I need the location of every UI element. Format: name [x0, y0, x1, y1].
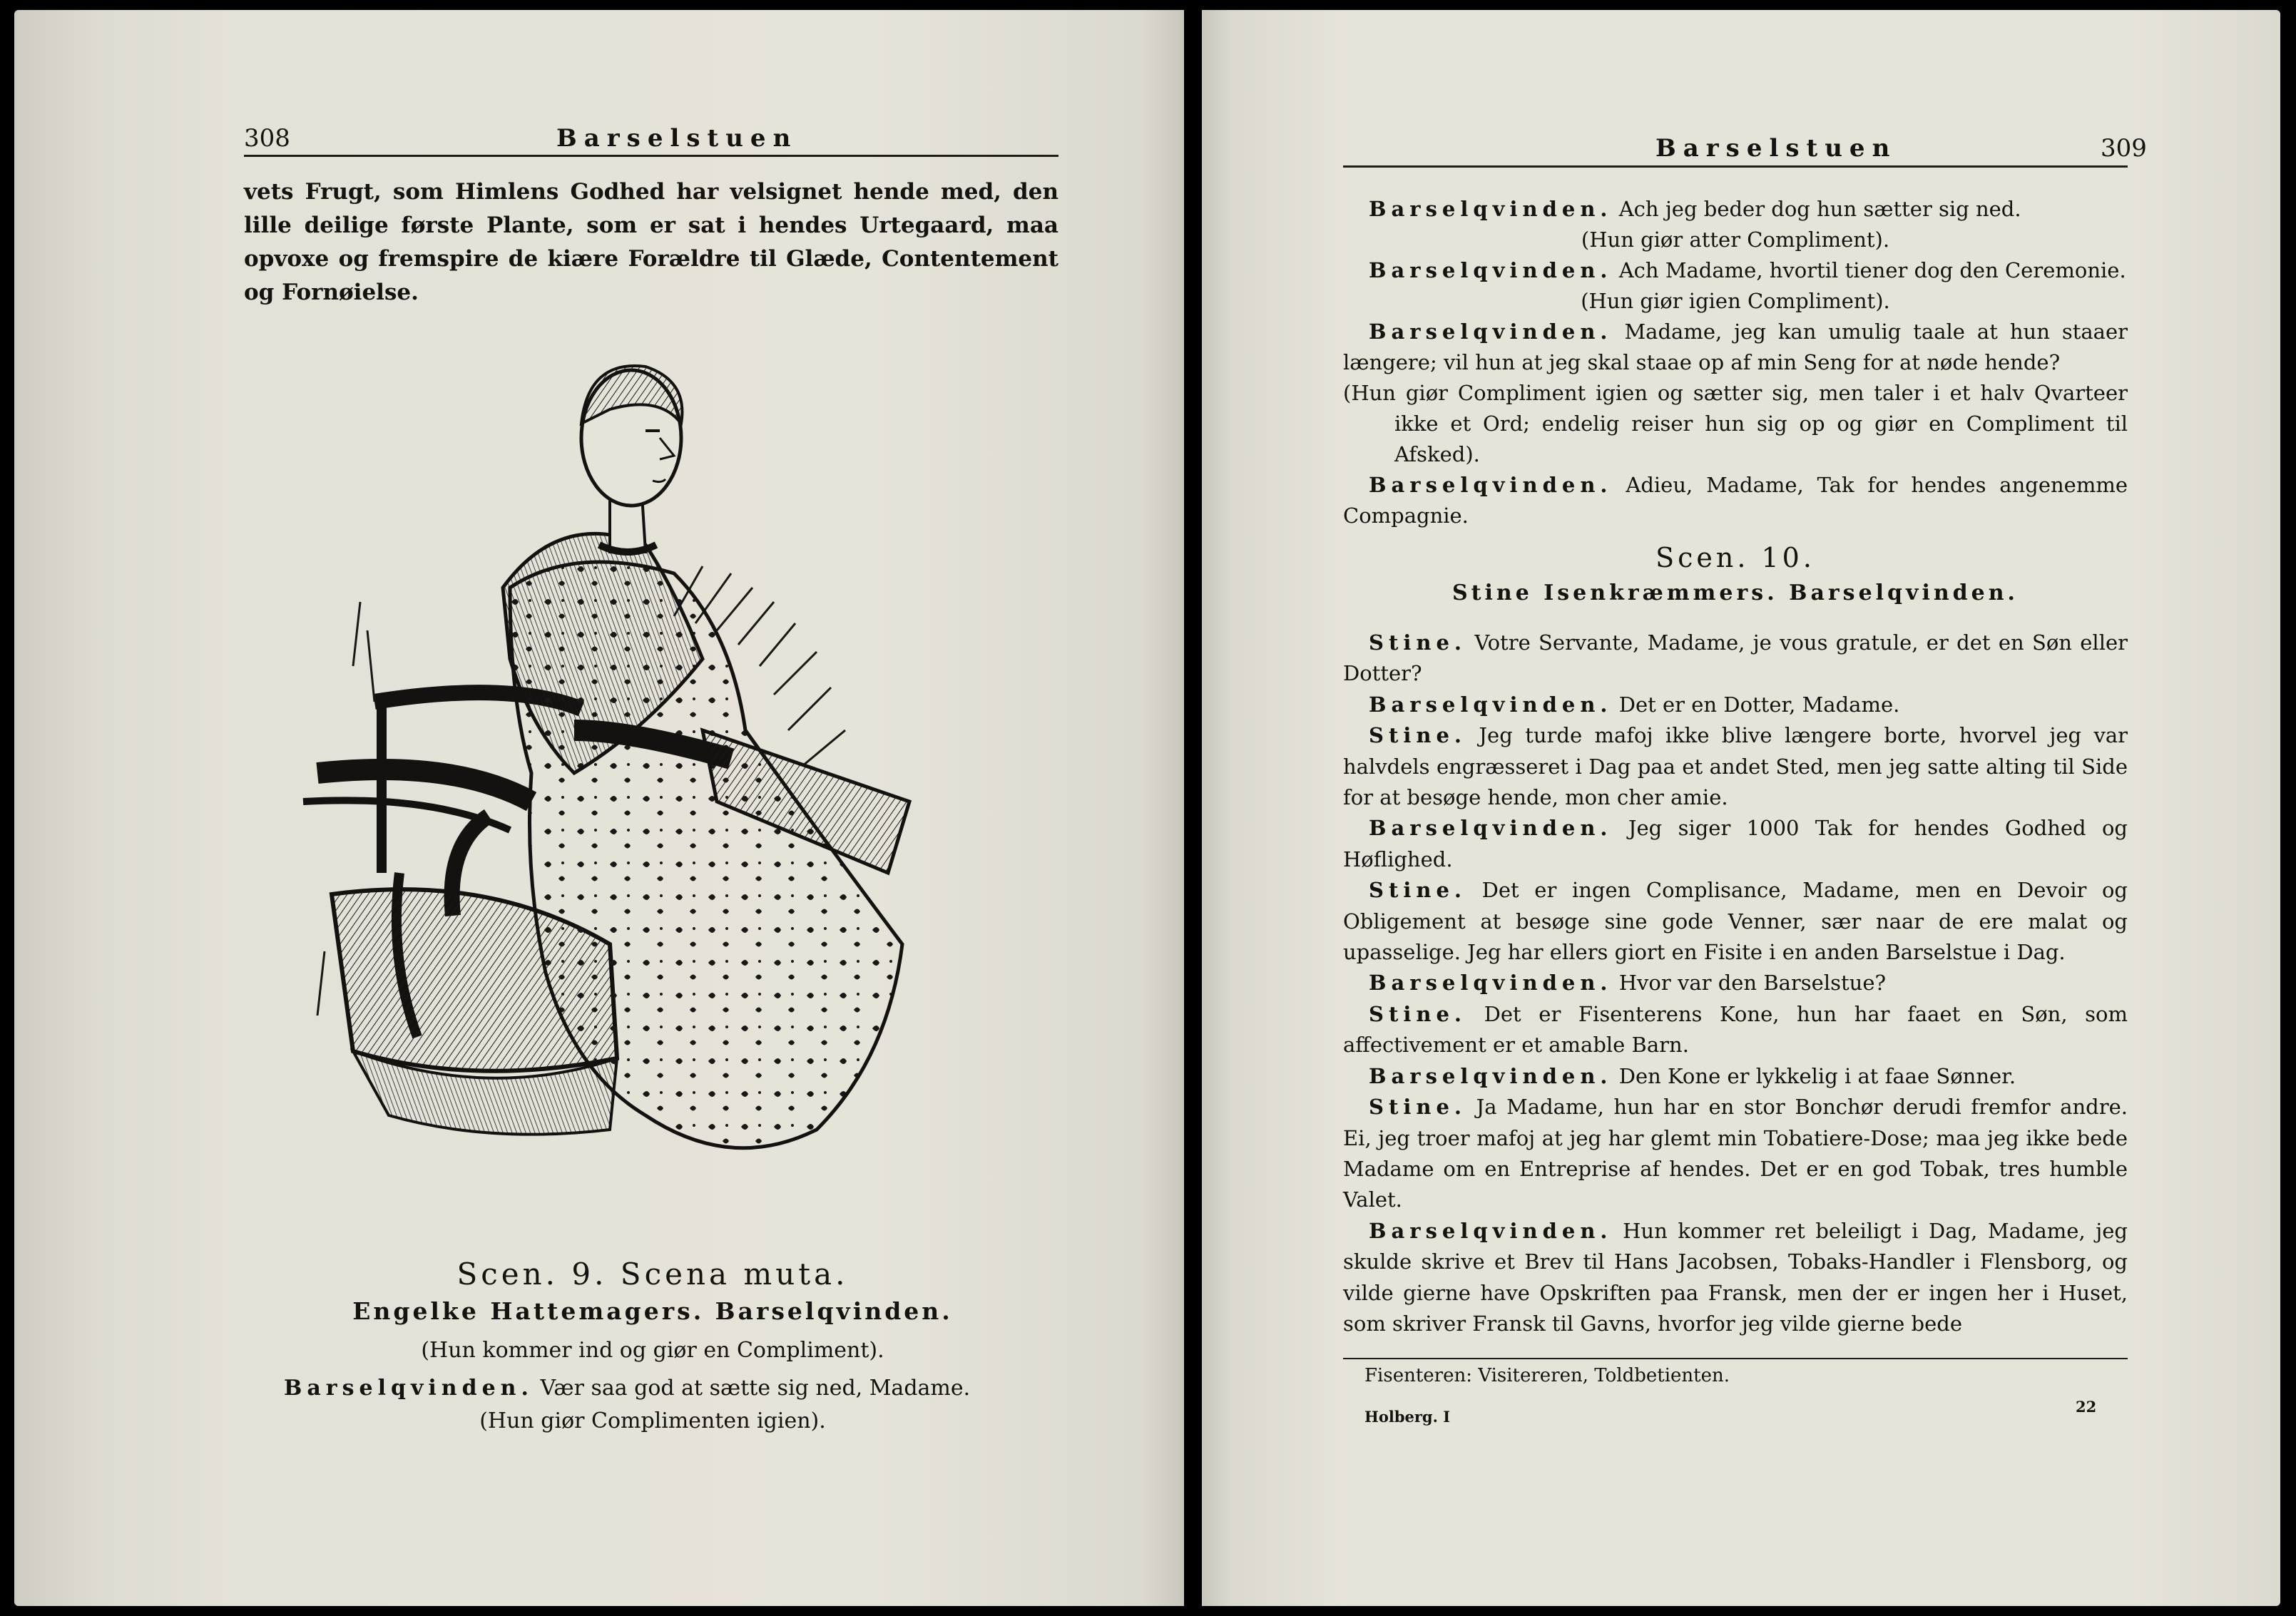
- right-page: [1202, 10, 2280, 1606]
- dialogue-line: Stine. Jeg turde mafoj ikke blive længere borte, hvorvel jeg var halvdels engræsseret i Dag paa et andet Sted, men jeg satte alting til Side for at besøge hende, mon cher amie.: [1343, 723, 2128, 810]
- speaker-name: Barselqvinden.: [284, 1376, 534, 1401]
- speech-text: Vær saa god at sætte sig ned, Madame.: [540, 1376, 971, 1401]
- sheet-number: 22: [2076, 1398, 2097, 1416]
- dialogue-line: Barselqvinden. Jeg siger 1000 Tak for hendes Godhed og Høflighed.: [1343, 816, 2128, 871]
- footnote: Fisenteren: Visitereren, Toldbetienten.: [1364, 1365, 1730, 1386]
- dialogue-line: Stine. Votre Servante, Madame, je vous gratule, er det en Søn eller Dotter?: [1343, 630, 2128, 686]
- scene-9-persons: Engelke Hattemagers. Barselqvinden.: [352, 1297, 953, 1325]
- signature-mark: Holberg. I: [1364, 1408, 1451, 1426]
- scene-10-persons: Stine Isenkræmmers. Barselqvinden.: [1452, 581, 2019, 605]
- dialogue-line: Stine. Ja Madame, hun har en stor Bonchør derudi fremfor andre. Ei, jeg troer mafoj at jeg har glemt min Tobatiere-Dose; maa jeg ikke bede Madame om en Entreprise af hendes. Det er en god Tobak, tres humble Valet.: [1343, 1095, 2128, 1212]
- header-rule-left: [244, 155, 1058, 157]
- dialogue-line: Barselqvinden. Den Kone er lykkelig i at faae Sønner.: [1369, 1063, 2016, 1088]
- scene-8-continuation: Barselqvinden. Ach jeg beder dog hun sætter sig ned. (Hun giør atter Compliment). Barselqvinden. Ach Madame, hvortil tiener dog den Ceremonie. (Hun giør igien Compliment). Barselqvinden. Madame, jeg kan umulig taale at hun staaer længere; vil hun at jeg skal staae op af min Seng for at nøde hende? (Hun giør Compliment igien og sætter sig, men taler i et halv Qvarteer ikke et Ord; endelig reiser hun sig op og giør en Compliment til Afsked). Barselqvinden. Adieu, Madame, Tak for hendes angenemme Compagnie.: [1343, 197, 2128, 528]
- scene-10-dialogue: [1343, 628, 2128, 1339]
- dialogue-line: Stine. Det er ingen Complisance, Madame, men en Devoir og Obligement at besøge sine gode Venner, sær naar de ere malat og upasselige. Jeg har ellers giort en Fisite i en anden Barselstue i Dag.: [1343, 878, 2128, 965]
- dialogue-line: Stine. Det er Fisenterens Kone, hun har faaet en Søn, som affectivement er et amable Barn.: [1343, 1001, 2128, 1058]
- dialogue-line: Barselqvinden. Hvor var den Barselstue?: [1369, 971, 1887, 996]
- dialogue-line: Barselqvinden. Hun kommer ret beleiligt i Dag, Madame, jeg skulde skrive et Brev til Hans Jacobsen, Tobaks-Handler i Flensborg, og vilde gierne have Opskriften paa Fransk, men der er ingen her i Huset, som skriver Fransk til Gavns, hvorfor jeg vilde gierne bede: [1343, 1218, 2128, 1336]
- header-rule-right: [1343, 165, 2128, 168]
- page-number-right: 309: [2101, 134, 2147, 163]
- dialogue-line: Barselqvinden. Det er en Dotter, Madame.: [1369, 692, 1900, 717]
- top-paragraph: vets Frugt, som Himlens Godhed har velsignet hende med, den lille deilige første Plante, som er sat i hendes Urtegaard, maa opvoxe og fremspire de kiære Forældre til Glæde, Contentement og Fornøielse.: [244, 179, 1058, 305]
- running-head-right: Barselstuen: [1655, 134, 1897, 163]
- page-number-left: 308: [244, 124, 290, 153]
- scene-9-direction-2: (Hun giør Complimenten igien).: [479, 1408, 826, 1433]
- scene-9-direction-1: (Hun kommer ind og giør en Compliment).: [421, 1338, 884, 1363]
- running-head-left: Barselstuen: [556, 124, 798, 153]
- illustration-seated-woman: [275, 331, 981, 1258]
- scene-9-title: Scen. 9. Scena muta.: [456, 1257, 849, 1292]
- footnote-rule: [1343, 1358, 2128, 1359]
- scene-9-speech-line: [243, 1371, 1063, 1406]
- left-page: [14, 10, 1184, 1606]
- scene-10-title: Scen. 10.: [1655, 542, 1815, 573]
